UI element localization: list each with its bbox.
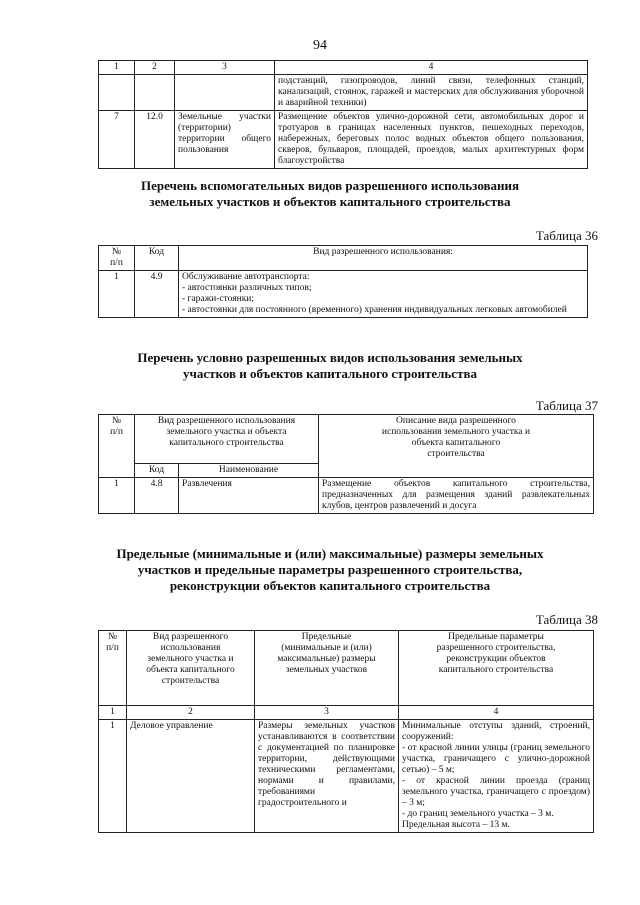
cell [175,75,275,111]
table-row [99,720,594,833]
cell-size: Размеры земельных участков устанавливаются в соответствии с документацией по планировке территории, действующими техническими регламентами, нормами и правилами, требованиями градостроительного и [255,720,399,833]
table36-header-row [99,246,588,271]
table38-title: Таблица 38 [535,612,598,627]
table-38 [98,630,594,833]
table-37 [98,414,594,514]
cell-num: 1 [99,271,135,318]
col-header-num: № п/п [99,631,127,706]
table-row [99,271,588,318]
cell [135,75,175,111]
col-number: 3 [255,706,399,720]
table-top [98,60,588,169]
table-row [99,111,588,169]
col-header-code: Код [135,464,179,478]
col-header: 3 [175,61,275,75]
table-36 [98,245,588,318]
cell [99,75,135,111]
cell-code: 12.0 [135,111,175,169]
table38-header-row [99,631,594,706]
cell-num: 7 [99,111,135,169]
col-header-desc: Описание вида разрешенного использования земельного участка и объекта капитального строительства [319,415,594,478]
cell-num: 1 [99,720,127,833]
cell-desc: Размещение объектов улично-дорожной сети, автомобильных дорог и тротуаров в границах населенных пунктов, пешеходных переходов, набережных, береговых полос водных объектов общего пользования, скверов, бульваров, площадей, проездов, малых архитектурных форм благоустройства [275,111,588,169]
cell-type: Деловое управление [127,720,255,833]
col-number: 2 [127,706,255,720]
col-header: 2 [135,61,175,75]
table37-header-row [99,415,594,464]
table-row [99,75,588,111]
heading-conditional-uses: Перечень условно разрешенных видов использования земельных участков и объектов капитального строительства [137,350,523,381]
col-header-type: Вид разрешенного использования: [179,246,588,271]
table38-number-row [99,706,594,720]
col-header-name: Наименование [179,464,319,478]
cell-desc: подстанций, газопроводов, линий связи, телефонных станций, канализаций, стоянок, гаражей и мастерских для обслуживания уборочной и аварийной техники) [275,75,588,111]
cell-code: 4.8 [135,478,179,514]
col-header: 4 [275,61,588,75]
table-row [99,478,594,514]
col-header: 1 [99,61,135,75]
cell-code: 4.9 [135,271,179,318]
cell-name: Земельные участки (территории) территории общего пользования [175,111,275,169]
col-number: 4 [399,706,594,720]
col-header-size: Предельные (минимальные и (или) максимальные) размеры земельных участков [255,631,399,706]
col-number: 1 [99,706,127,720]
heading-auxiliary-uses: Перечень вспомогательных видов разрешенного использования земельных участков и объектов капитального строительства [140,178,520,209]
col-header-num: № п/п [99,246,135,271]
heading-limit-parameters: Предельные (минимальные и (или) максимальные) размеры земельных участков и предельные параметры разрешенного строительства, реконструкции объектов капитального строительства [116,546,544,593]
cell-name: Развлечения [179,478,319,514]
col-header-params: Предельные параметры разрешенного строительства, реконструкции объектов капитального строительства [399,631,594,706]
cell-num: 1 [99,478,135,514]
col-header-type: Вид разрешенного использования земельного участка и объекта капитального строительства [135,415,319,464]
cell-desc: Обслуживание автотранспорта: - автостоянки различных типов; - гаражи-стоянки; - автостоянки для постоянного (временного) хранения индивидуальных легковых автомобилей [179,271,588,318]
col-header-code: Код [135,246,179,271]
cell-params: Минимальные отступы зданий, строений, сооружений: - от красной линии улицы (границ земельного участка, граничащего с улично-дорожной сетью) – 5 м; - от красной линии проезда (границ земельного участка, граничащего с проездом) – 3 м; - до границ земельного участка – 3 м. Предельная высота – 13 м. [399,720,594,833]
table37-title: Таблица 37 [535,398,598,413]
page-number: 94 [313,38,327,53]
cell-desc: Размещение объектов капитального строительства, предназначенных для размещения зданий развлекательных клубов, центров развлечений и досуга [319,478,594,514]
col-header-type: Вид разрешенного использования земельного участка и объекта капитального строительства [127,631,255,706]
table-top-header-row [99,61,588,75]
col-header-num: № п/п [99,415,135,478]
table36-title: Таблица 36 [535,228,598,243]
